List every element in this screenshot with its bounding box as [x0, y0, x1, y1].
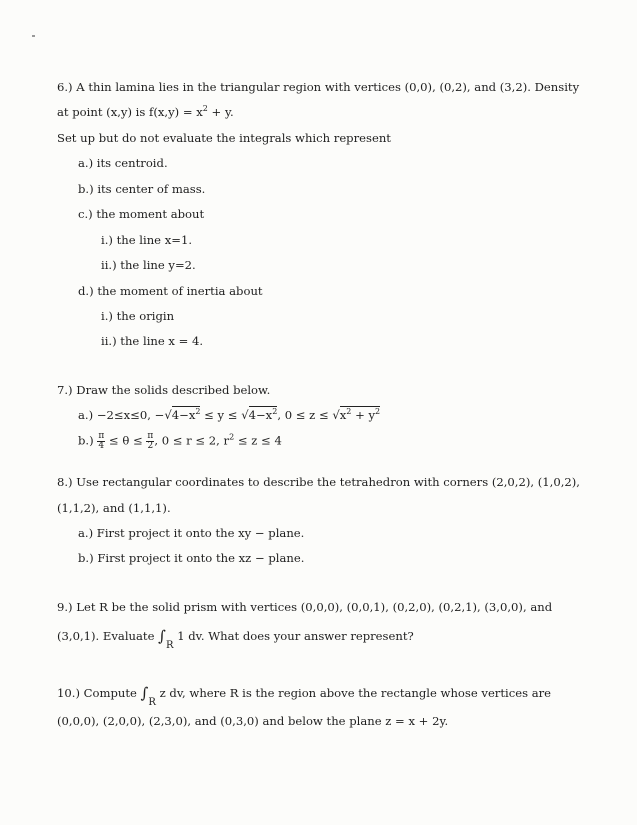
- problem-7-item-b: [78, 432, 282, 451]
- problem-7-a-exp-1: 2: [195, 407, 201, 416]
- integral-region-label: R: [165, 640, 174, 651]
- problem-9-line-1: 9.) Let R be the solid prism with vertices (0,0,0), (0,0,1), (0,2,0), (0,2,1), (3,0,0), and: [57, 600, 553, 614]
- problem-10-integrand-text: z dv, where R is the region above the rectangle whose vertices are: [159, 686, 552, 700]
- problem-6-instruction: Set up but do not evaluate the integrals which represent: [57, 131, 391, 145]
- problem-7-a-exp-3: 2: [346, 407, 352, 416]
- problem-9-integrand-text: 1 dv. What does your answer represent?: [177, 629, 414, 643]
- integral-sign: ∫: [140, 684, 149, 702]
- problem-7-a-radicand-3b: + y: [351, 408, 376, 422]
- fraction-numerator: π: [98, 431, 105, 441]
- problem-7-item-a: a.) −2≤x≤0, $-√4-x^2 \le y \le √4-x^2$, $0 \le z \le √x^2 + y^2$: [78, 407, 381, 422]
- problem-6-density-end: + y.: [207, 105, 234, 119]
- problem-7-b-rest-1: , 0 ≤ r ≤ 2, r: [154, 433, 230, 448]
- problem-6-item-c-i: i.) the line x=1.: [101, 233, 193, 247]
- problem-6-item-d: d.) the moment of inertia about: [78, 284, 263, 298]
- problem-9-line-2: [57, 627, 414, 651]
- problem-7-b-theta: ≤ θ ≤: [105, 433, 147, 448]
- problem-6-item-d-i: i.) the origin: [101, 309, 175, 323]
- problem-8-line-1: 8.) Use rectangular coordinates to describe the tetrahedron with corners (2,0,2), (1,0,2),: [57, 475, 580, 489]
- problem-7-a-radicand-3a: x: [339, 408, 347, 422]
- problem-7-a-bounds-x: −2≤x≤0, −: [96, 408, 165, 422]
- problem-6-line-2: [57, 104, 234, 119]
- problem-7-b-rest-2: ≤ z ≤ 4: [234, 433, 282, 448]
- problem-8-line-2: (1,1,2), and (1,1,1).: [57, 501, 171, 515]
- integral-region-label: R: [148, 697, 156, 708]
- problem-7-a-exp-4: 2: [375, 407, 381, 416]
- problem-9-evaluate-text: (3,0,1). Evaluate: [57, 629, 159, 643]
- problem-7-line-1: 7.) Draw the solids described below.: [57, 383, 271, 397]
- problem-6-item-c: c.) the moment about: [78, 207, 205, 221]
- fraction-denominator: 2: [147, 441, 154, 451]
- problem-8-item-a: a.) First project it onto the xy − plane.: [78, 526, 305, 540]
- problem-8-item-b: b.) First project it onto the xz − plane.: [78, 551, 305, 565]
- problem-6-item-a: a.) its centroid.: [78, 156, 168, 170]
- problem-7-b-exp: 2: [229, 432, 235, 442]
- problem-7-a-label: a.): [78, 408, 97, 422]
- scan-speck: [32, 35, 35, 37]
- problem-6-item-b: b.) its center of mass.: [78, 182, 206, 196]
- problem-6-item-d-ii: ii.) the line x = 4.: [101, 334, 204, 348]
- problem-7-a-radicand-2: 4−x: [248, 408, 273, 422]
- problem-6-line-1: 6.) A thin lamina lies in the triangular region with vertices (0,0), (0,2), and (3,2). Density: [57, 80, 580, 94]
- fraction-denominator: 4: [98, 441, 105, 451]
- problem-6-density-text: at point (x,y) is f(x,y) = x: [57, 105, 203, 119]
- problem-7-a-radicand-1: 4−x: [171, 408, 196, 422]
- integral-sign: ∫: [158, 627, 166, 645]
- fraction-numerator: π: [147, 431, 154, 441]
- problem-7-a-exp-2: 2: [272, 407, 278, 416]
- problem-10-compute-text: 10.) Compute: [57, 686, 141, 700]
- problem-10-line-1: [57, 684, 552, 708]
- problem-7-a-bounds-z: , 0 ≤ z ≤: [277, 408, 333, 422]
- problem-6-exponent: 2: [202, 104, 208, 113]
- problem-7-a-bounds-y: ≤ y ≤: [200, 408, 242, 422]
- problem-10-line-2: (0,0,0), (2,0,0), (2,3,0), and (0,3,0) and below the plane z = x + 2y.: [57, 714, 449, 728]
- problem-7-b-label: b.): [78, 433, 98, 448]
- problem-6-item-c-ii: ii.) the line y=2.: [101, 258, 196, 272]
